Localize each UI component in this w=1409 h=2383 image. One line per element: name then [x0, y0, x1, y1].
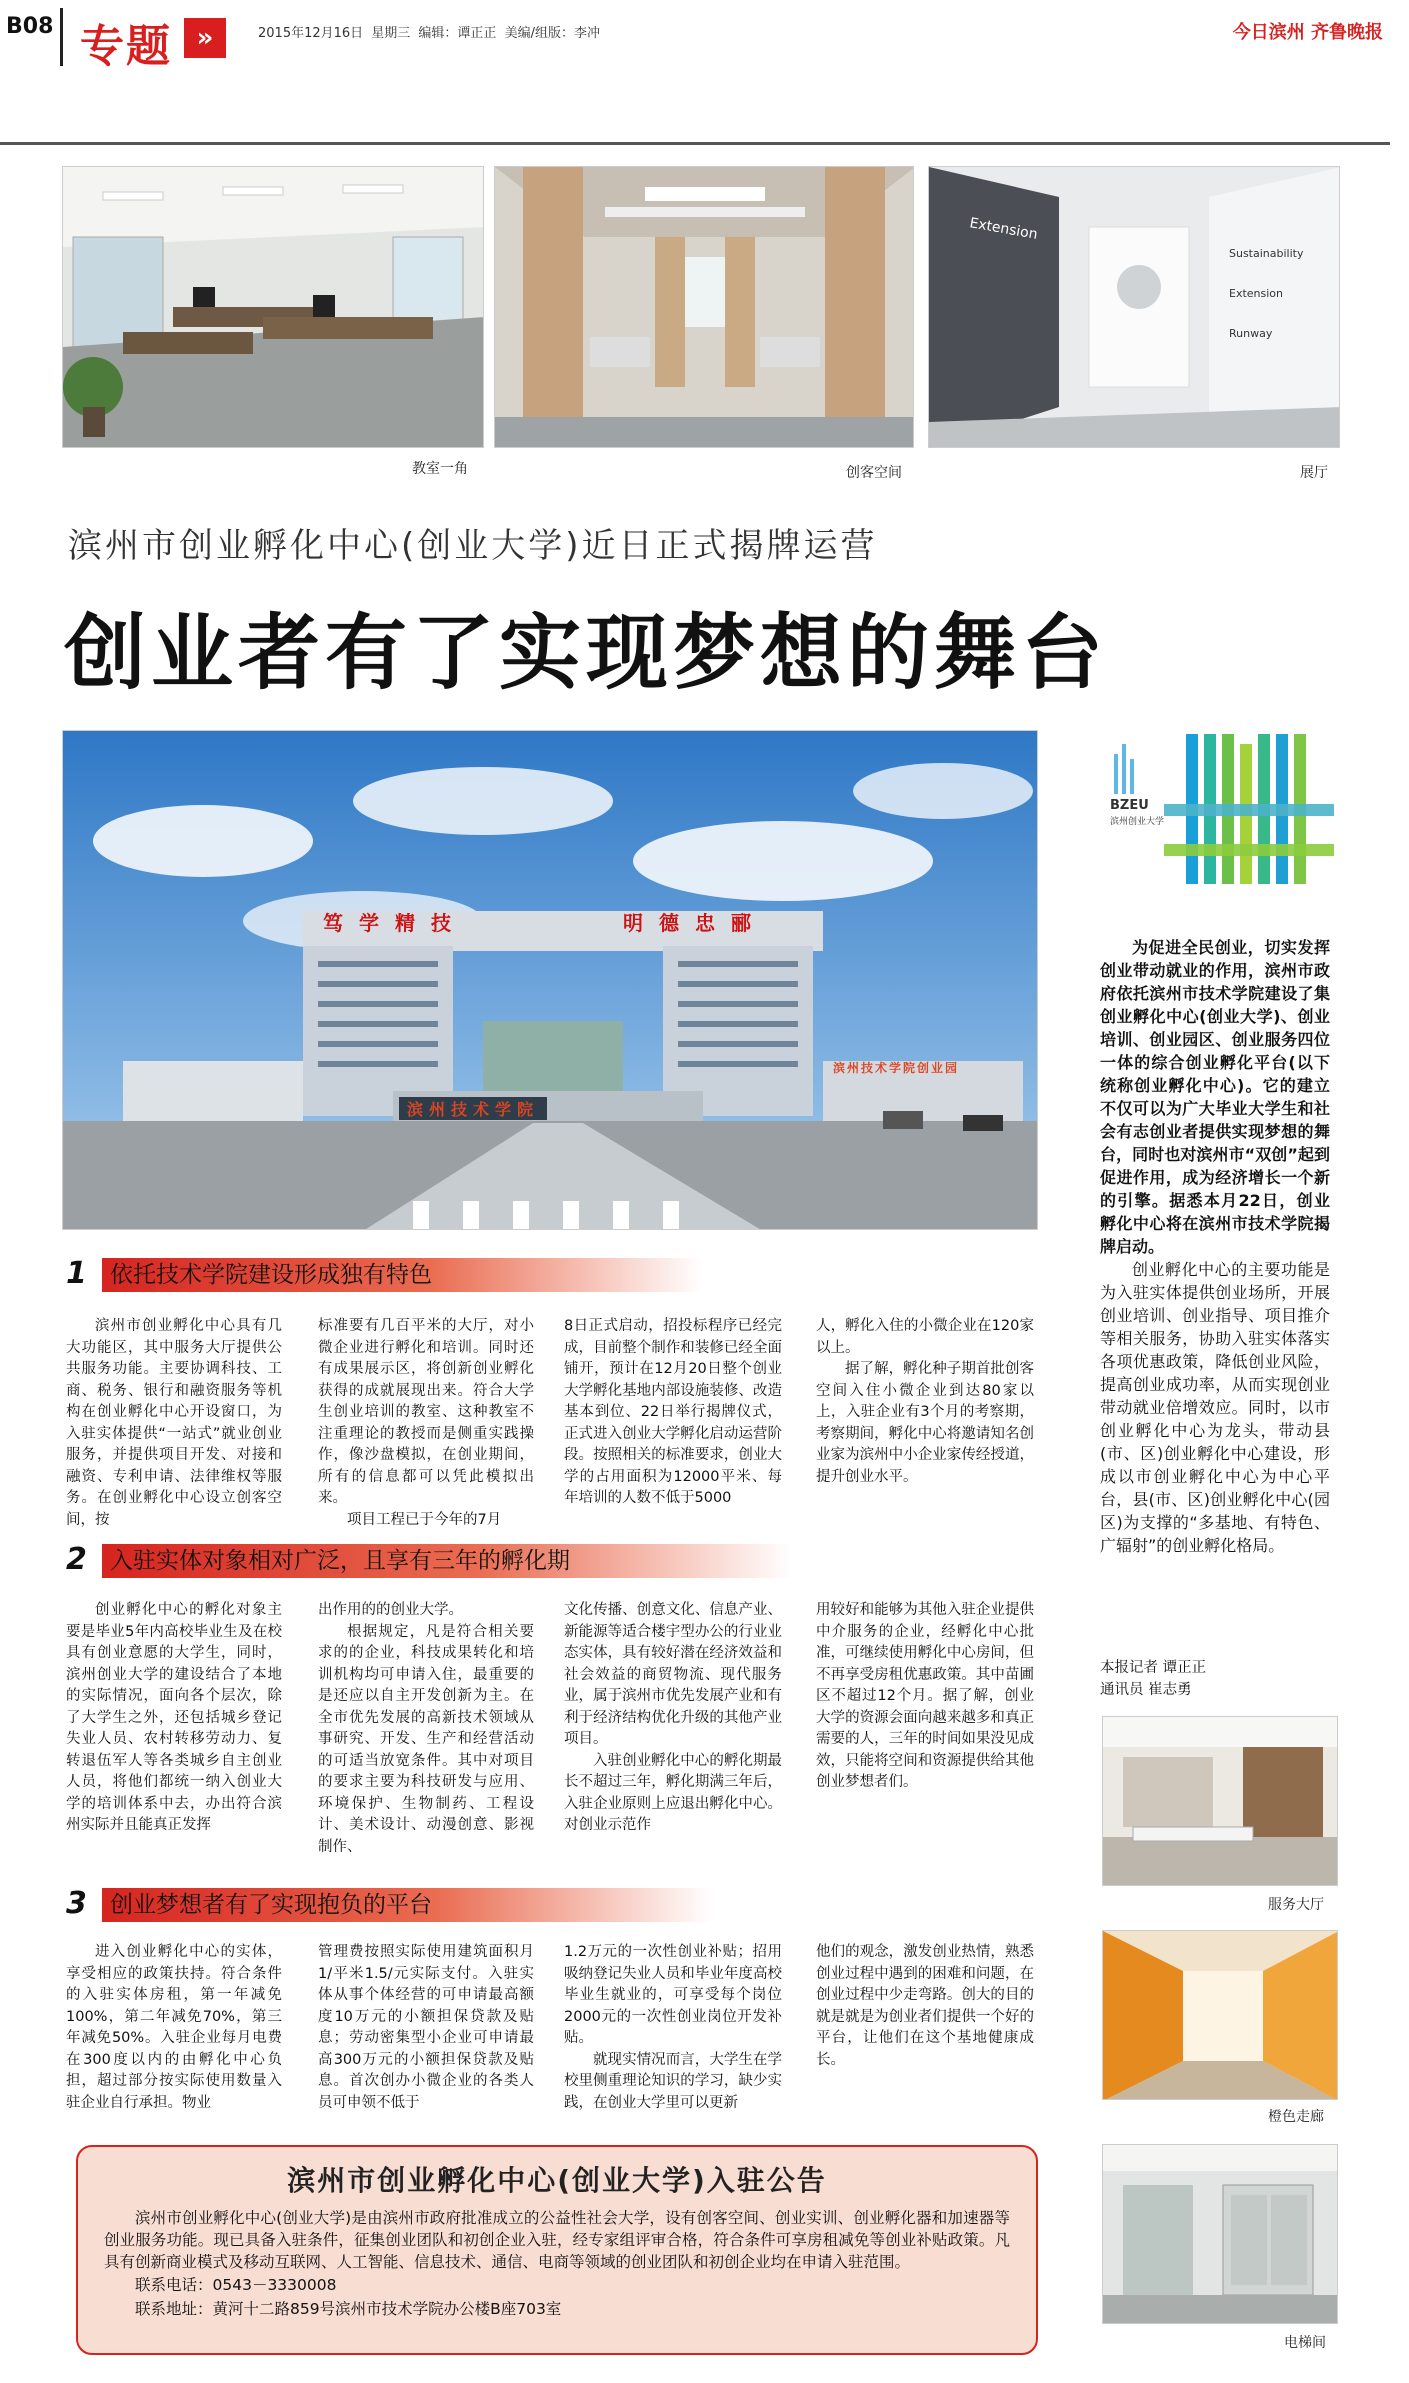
side-sign: 滨州技术学院创业园 [833, 1061, 960, 1075]
logo-text: BZEU [1110, 798, 1149, 813]
maker-space-caption: 创客空间 [846, 465, 902, 481]
notice-phone: 联系电话：0543－3330008 [135, 2276, 337, 2294]
sidebar-paragraph-1: 为促进全民创业，切实发挥创业带动就业的作用，滨州市政府依托滨州市技术学院建设了集创业孵化中心(创业大学)、创业培训、创业园区、创业服务四位一体的综合创业孵化平台(以下统称创业孵化中心)。它的建立不仅可以为广大毕业大学生和社会有志创业者提供实现梦想的舞台，同时也对滨州市“双创”起到促进作用，成为经济增长一个新的引擎。据悉本月22日，创业孵化中心将在滨州市技术学院揭牌启动。 [1100, 938, 1330, 1256]
section-3-number: 3 [66, 1886, 87, 1921]
section-3-column-2 [318, 1942, 534, 2114]
section-1-number: 1 [66, 1256, 87, 1291]
paragraph: 人，孵化入住的小微企业在120家以上。 [816, 1318, 1034, 1356]
paragraph: 用较好和能够为其他入驻企业提供中介服务的企业，经孵化中心批准，可继续使用孵化中心房间，但不再享受房租优惠政策。其中苗圃区不超过12个月。据了解，创业大学的资源会面向越来越多和真正需要的人，三年的时间如果没见成效，只能将空间和资源提供给其他创业梦想者们。 [816, 1602, 1034, 1790]
notice-address: 联系地址：黄河十二路859号滨州市技术学院办公楼B座703室 [135, 2300, 562, 2318]
paragraph: 1.2万元的一次性创业补贴；招用吸纳登记失业人员和毕业年度高校毕业生就业的，可享受每个岗位2000元的一次性创业岗位开发补贴。 [564, 1944, 782, 2046]
section-label: 专题 [80, 21, 172, 72]
page-number: B08 [6, 14, 54, 39]
paragraph: 创业孵化中心的孵化对象主要是毕业5年内高校毕业生及在校具有创业意愿的大学生，同时，滨州创业大学的建设结合了本地的实际情况，面向各个层次，除了大学生之外，还包括城乡登记失业人员、农村转移劳动力、复转退伍军人等各类城乡自主创业人员，将他们都统一纳入创业大学的培训体系中去，办出符合滨州实际并且能真正发挥 [66, 1602, 282, 1833]
sign-right: 明德忠郦 [623, 911, 767, 935]
paragraph: 进入创业孵化中心的实体，享受相应的政策扶持。符合条件的入驻实体房租，第一年减免100%，第二年减免70%，第三年减免50%。入驻企业每月电费在300度以内的由孵化中心负担，超过部分按实际使用数量入驻企业自行承担。物业 [66, 1944, 282, 2111]
section-2-heading [66, 1542, 796, 1580]
bzeu-logo [1104, 734, 1344, 894]
section-2-title: 入驻实体对象相对广泛，且享有三年的孵化期 [102, 1544, 792, 1578]
sidebar-paragraph-2: 创业孵化中心的主要功能是为入驻实体提供创业场所，开展创业培训、创业指导、项目推介等相关服务，协助入驻实体落实各项优惠政策，降低创业风险，提高创业成功率，从而实现创业带动就业倍增效应。同时，以市创业孵化中心为龙头，带动县(市、区)创业孵化中心建设，形成以市创业孵化中心为中心平台，县(市、区)创业孵化中心(园区)为支撑的“多基地、有特色、广辐射”的创业孵化格局。 [1100, 1260, 1330, 1555]
orange-corridor-caption: 橙色走廊 [1268, 2109, 1324, 2125]
exhibition-hall-caption: 展厅 [1300, 465, 1328, 481]
byline-reporter: 本报记者 谭正正 [1100, 1660, 1207, 1676]
svg-text:Extension: Extension [1229, 287, 1284, 300]
section-1-title: 依托技术学院建设形成独有特色 [102, 1258, 702, 1292]
chevron-icon: » [184, 18, 226, 58]
issue-meta: 2015年12月16日 星期三 编辑：谭正正 美编/组版：李冲 [258, 26, 600, 41]
elevator-hall-photo [1102, 2144, 1338, 2324]
paragraph: 8日正式启动，招投标程序已经完成，目前整个制作和装修已经全面铺开，预计在12月20日整个创业大学孵化基地内部设施装修、改造基本到位、22日举行揭牌仪式，正式进入创业大学孵化启动运营阶段。按照相关的标准要求，创业大学的占用面积为12000平米、每年培训的人数不低于5000 [564, 1318, 782, 1506]
section-1-column-3 [564, 1316, 782, 1510]
paragraph: 入驻创业孵化中心的孵化期最长不超过三年，孵化期满三年后，入驻企业原则上应退出孵化中心。对创业示范作 [564, 1752, 782, 1833]
paragraph: 管理费按照实际使用建筑面积月1/平米1.5/元实际支付。入驻实体从事个体经营的可申请最高额度10万元的小额担保贷款及贴息；劳动密集型小企业可申请最高300万元的小额担保贷款及贴息。首次创办小微企业的各类人员可申领不低于 [318, 1944, 534, 2111]
section-2-column-3 [564, 1600, 782, 1837]
paragraph: 他们的观念，激发创业热情，熟悉创业过程中遇到的困难和问题，在创业过程中少走弯路。创大的目的就是就是为创业者们提供一个好的平台，让他们在这个基地健康成长。 [816, 1944, 1034, 2068]
classroom-caption: 教室一角 [412, 461, 468, 477]
service-hall-caption: 服务大厅 [1268, 1897, 1324, 1913]
section-1-column-2 [318, 1316, 534, 1531]
section-3-title: 创业梦想者有了实现抱负的平台 [102, 1888, 712, 1922]
notice-body: 滨州市创业孵化中心(创业大学)是由滨州市政府批准成立的公益性社会大学，设有创客空间、创业实训、创业孵化器和加速器等创业服务功能。现已具备入驻条件，征集创业团队和初创企业入驻，经专家组评审合格，符合条件可享房租减免等创业补贴政策。凡具有创新商业模式及移动互联网、人工智能、信息技术、通信、电商等领域的创业团队和初创企业均在申请入驻范围。 [104, 2209, 1010, 2271]
section-3-column-1 [66, 1942, 282, 2114]
header-divider [60, 8, 63, 66]
gate-sign: 滨州技术学院 [399, 1097, 547, 1120]
logo-subtext: 滨州创业大学 [1110, 817, 1165, 827]
section-2-column-1 [66, 1600, 282, 1837]
section-3-column-4 [816, 1942, 1034, 2071]
paragraph: 出作用的的创业大学。 [318, 1602, 463, 1618]
sign-left: 笃学精技 [323, 911, 467, 935]
section-1-heading [66, 1256, 716, 1294]
campus-building-photo [62, 730, 1038, 1230]
exhibition-hall-photo [928, 166, 1340, 448]
paragraph: 据了解，孵化种子期首批创客空间入住小微企业到达80家以上，入驻企业有3个月的考察期，考察期间，孵化中心将邀请知名创业家为滨州中小企业家传经授道，提升创业水平。 [816, 1361, 1034, 1485]
newspaper-name: 今日滨州 齐鲁晚报 [1232, 22, 1383, 43]
service-hall-photo [1102, 1716, 1338, 1886]
section-1-column-1 [66, 1316, 282, 1531]
section-2-column-2 [318, 1600, 534, 1858]
paragraph: 根据规定，凡是符合相关要求的的企业，科技成果转化和培训机构均可申请入住，最重要的是还应以自主开发创新为主。在全市优先发展的高新技术领域从事研究、开发、生产和经营活动的可适当放宽条件。其中对项目的要求主要为科技研发与应用、环境保护、生物制药、工程设计、美术设计、动漫创意、影视制作、 [318, 1623, 534, 1855]
sidebar-intro [1100, 936, 1330, 1557]
classroom-photo [62, 166, 484, 448]
admission-notice [76, 2145, 1038, 2355]
section-1-column-4 [816, 1316, 1034, 1488]
svg-text:Runway: Runway [1229, 327, 1273, 340]
paragraph: 滨州市创业孵化中心具有几大功能区，其中服务大厅提供公共服务功能。主要协调科技、工商、税务、银行和融资服务等机构在创业孵化中心开设窗口，为入驻实体提供“一站式”就业创业服务，并提供项目开发、对接和融资、专利申请、法律维权等服务。在创业孵化中心设立创客空间，按 [66, 1318, 282, 1528]
paragraph: 就现实情况而言，大学生在学校里侧重理论知识的学习，缺少实践，在创业大学里可以更新 [564, 2051, 782, 2111]
orange-corridor-photo [1102, 1930, 1338, 2100]
paragraph: 项目工程已于今年的7月 [347, 1511, 502, 1528]
headline-subtitle: 滨州市创业孵化中心(创业大学)近日正式揭牌运营 [68, 526, 878, 566]
header-rule [0, 142, 1390, 145]
headline-title: 创业者有了实现梦想的舞台 [64, 606, 1109, 701]
paragraph: 文化传播、创意文化、信息产业、新能源等适合楼宇型办公的行业业态实体，具有较好潜在经济效益和社会效益的商贸物流、现代服务业，属于滨州市优先发展产业和有利于经济结构优化升级的其他产业项目。 [564, 1602, 782, 1747]
maker-space-photo [494, 166, 914, 448]
svg-text:Sustainability: Sustainability [1229, 247, 1304, 260]
section-3-heading [66, 1886, 716, 1924]
elevator-hall-caption: 电梯间 [1284, 2335, 1326, 2351]
section-3-column-3 [564, 1942, 782, 2114]
svg-text:Extension: Extension [968, 215, 1039, 243]
section-2-number: 2 [66, 1542, 87, 1577]
notice-title: 滨州市创业孵化中心(创业大学)入驻公告 [287, 2164, 827, 2197]
section-2-column-4 [816, 1600, 1034, 1794]
byline-correspondent: 通讯员 崔志勇 [1100, 1682, 1192, 1698]
paragraph: 标准要有几百平米的大厅，对小微企业进行孵化和培训。同时还有成果展示区，将创新创业孵化获得的成就展现出来。符合大学生创业培训的教室、这种教室不注重理论的教授而是侧重实践操作，像沙盘模拟，在创业期间，所有的信息都可以凭此模拟出来。 [318, 1318, 534, 1506]
